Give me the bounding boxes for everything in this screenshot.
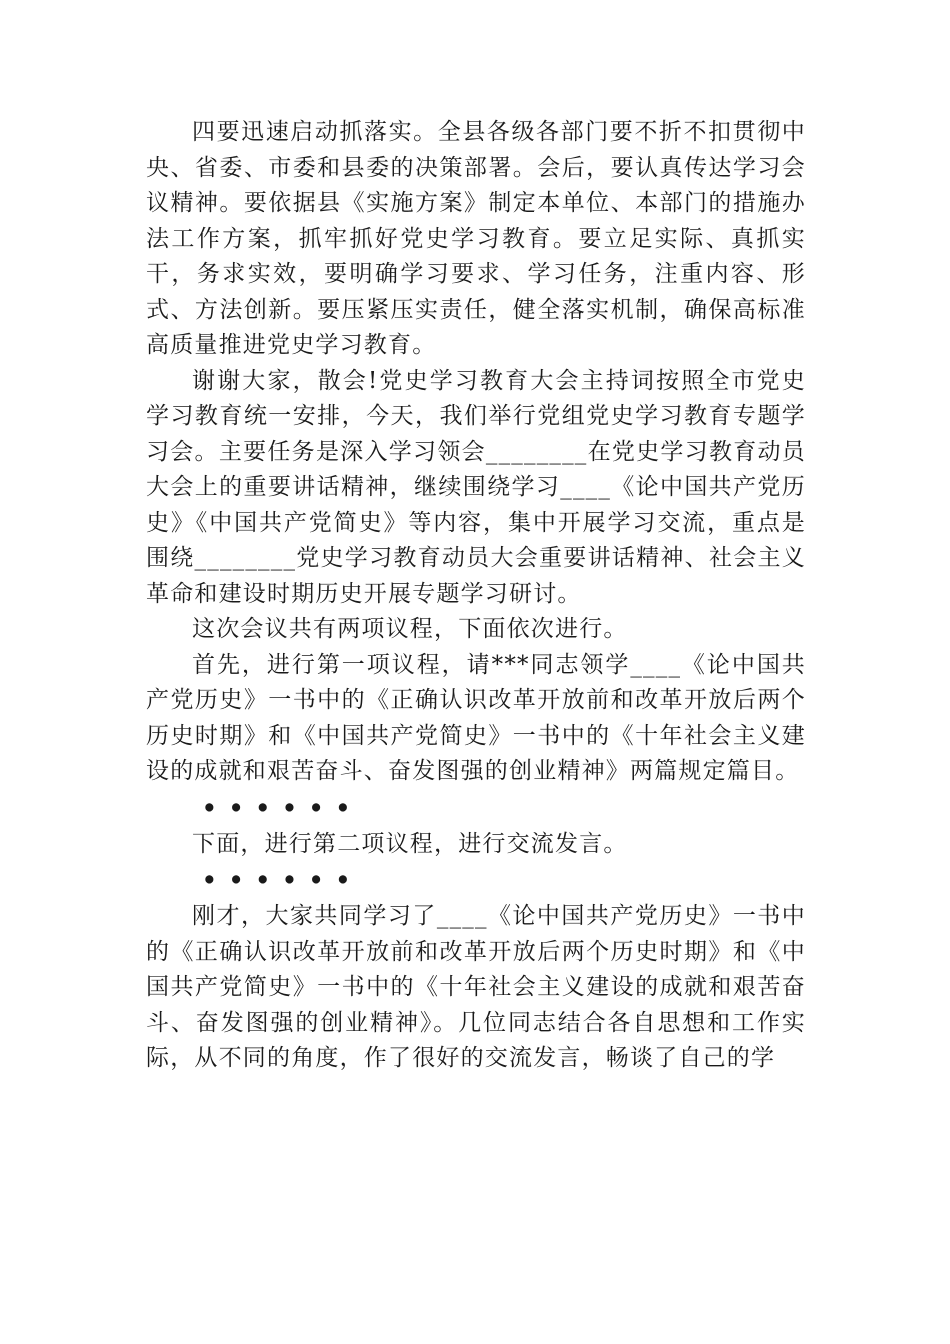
paragraph-meeting-intro: 谢谢大家，散会!党史学习教育大会主持词按照全市党史学习教育统一安排，今天，我们举行党组党史学习教育专题学习会。主要任务是深入学习领会________在党史学习教育动员大会上的重要讲话精神，继续围绕学习____《论中国共产党历史》《中国共产党简史》等内容，集中开展学习交流，重点是围绕________党史学习教育动员大会重要讲话精神、社会主义革命和建设时期历史开展专题学习研讨。 [146, 367, 806, 607]
paragraph-agenda: 这次会议共有两项议程，下面依次进行。 [192, 616, 628, 642]
ellipsis-separator: •••••• [202, 794, 363, 822]
paragraph-summary: 刚才，大家共同学习了____《论中国共产党历史》一书中的《正确认识改革开放前和改革开放后两个历史时期》和《中国共产党简史》一书中的《十年社会主义建设的成就和艰苦奋斗、奋发图强的创业精神》。几位同志结合各自思想和工作实际，从不同的角度，作了很好的交流发言，畅谈了自己的学 [146, 903, 806, 1071]
paragraph-implementation: 四要迅速启动抓落实。全县各级各部门要不折不扣贯彻中央、省委、市委和县委的决策部署。会后，要认真传达学习会议精神。要依据县《实施方案》制定本单位、本部门的措施办法工作方案，抓牢抓好党史学习教育。要立足实际、真抓实干，务求实效，要明确学习要求、学习任务，注重内容、形式、方法创新。要压紧压实责任，健全落实机制，确保高标准高质量推进党史学习教育。 [146, 119, 806, 358]
document-page [146, 115, 806, 1077]
paragraph-second-item: 下面，进行第二项议程，进行交流发言。 [192, 830, 628, 857]
paragraph-first-item: 首先，进行第一项议程，请***同志领学____《论中国共产党历史》一书中的《正确认识改革开放前和改革开放后两个历史时期》和《中国共产党简史》一书中的《十年社会主义建设的成就和艰苦奋斗、奋发图强的创业精神》两篇规定篇目。 [146, 651, 806, 784]
ellipsis-separator: •••••• [202, 867, 363, 894]
